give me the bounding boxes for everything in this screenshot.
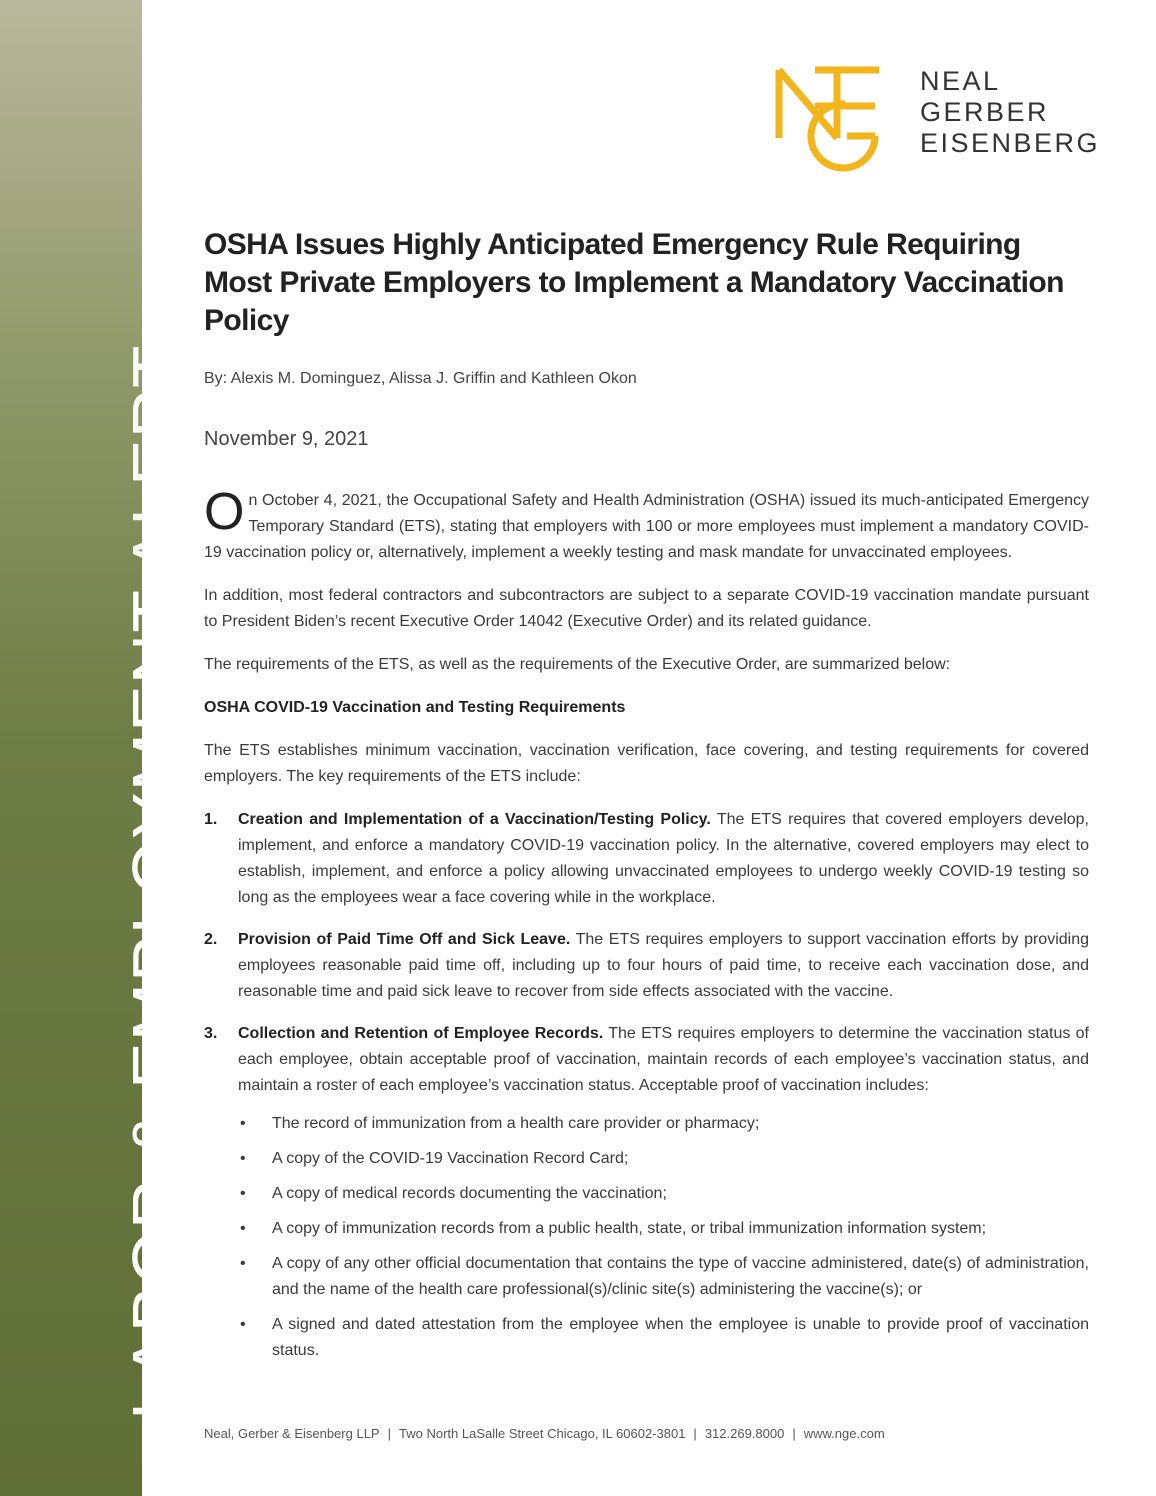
bullet-icon: •: [240, 1185, 246, 1202]
item-number: 3.: [204, 1025, 218, 1042]
footer-firm: Neal, Gerber & Eisenberg LLP: [204, 1426, 380, 1441]
drop-cap: O: [204, 483, 245, 541]
logo-line-eisenberg: EISENBERG: [920, 128, 1101, 158]
footer-separator: |: [693, 1426, 697, 1441]
bullet-item: [238, 1111, 1089, 1137]
sidebar-band: [0, 0, 196, 1496]
bullet-icon: •: [240, 1316, 246, 1333]
footer-separator: |: [387, 1426, 391, 1441]
intro-paragraph: [204, 483, 1089, 566]
item-lead: Collection and Retention of Employee Records.: [238, 1025, 604, 1042]
publish-date: November 9, 2021: [204, 428, 369, 450]
logo-line-neal: NEAL: [920, 66, 1001, 96]
firm-logo: [775, 66, 1101, 176]
bullet-text: A copy of the COVID-19 Vaccination Record Card;: [272, 1150, 629, 1167]
footer-website-link[interactable]: www.nge.com: [803, 1426, 885, 1441]
logo-wordmark: [920, 66, 1100, 159]
logo-line-gerber: GERBER: [920, 97, 1050, 127]
section-heading: OSHA COVID-19 Vaccination and Testing Requirements: [204, 699, 626, 716]
proof-of-vaccination-list: [238, 1111, 1089, 1364]
bullet-text: A signed and dated attestation from the employee when the employee is unable to provide proof of vaccination status.: [272, 1316, 1089, 1359]
footer-separator: |: [792, 1426, 796, 1441]
paragraph-summary: The requirements of the ETS, as well as the requirements of the Executive Order, are summarized below:: [204, 656, 951, 673]
bullet-item: [238, 1251, 1089, 1303]
intro-text: n October 4, 2021, the Occupational Safety and Health Administration (OSHA) issued its much-anticipated Emergency Temporary Standard (ETS), stating that employers with 100 or more employees must implement a mandatory COVID-19 vaccination policy or, alternatively, implement a weekly testing and mask mandate for unvaccinated employees.: [204, 492, 1089, 561]
sidebar-title-main: LABOR & EMPLOYMENT: [118, 590, 196, 1420]
article-body: [204, 483, 1090, 1380]
bullet-text: A copy of medical records documenting the vaccination;: [272, 1185, 667, 1202]
item-text: The ETS requires employers to determine the vaccination status of each employee, obtain acceptable proof of vaccination, maintain records of each employee’s vaccination status, and maintain a roster of each employee’s vaccination status. Acceptable proof of vaccination includes:: [238, 1025, 1089, 1094]
bullet-text: The record of immunization from a health care provider or pharmacy;: [272, 1115, 760, 1132]
item-lead: Provision of Paid Time Off and Sick Leave.: [238, 931, 571, 948]
paragraph-ets: The ETS establishes minimum vaccination, vaccination verification, face covering, and testing requirements for covered employers. The key requirements of the ETS include:: [204, 742, 1089, 785]
bullet-icon: •: [240, 1220, 246, 1237]
bullet-text: A copy of immunization records from a public health, state, or tribal immunization information system;: [272, 1220, 987, 1237]
item-text: The ETS requires employers to support vaccination efforts by providing employees reasonable paid time off, including up to four hours of paid time, to receive each vaccination dose, and reasonable time and paid sick leave to recover from side effects associated with the vaccine.: [238, 931, 1090, 1000]
list-item: [204, 927, 1089, 1005]
nge-monogram-icon: [775, 66, 885, 174]
bullet-icon: •: [240, 1115, 246, 1132]
article-title: OSHA Issues Highly Anticipated Emergency Rule Requiring Most Private Employers to Implement a Mandatory Vaccination Policy: [204, 228, 1064, 337]
bullet-text: A copy of any other official documentation that contains the type of vaccine administered, date(s) of administration, and the name of the health care professional(s)/clinic site(s) administering the vaccine(s); or: [272, 1255, 1089, 1298]
footer-phone: 312.269.8000: [704, 1426, 785, 1441]
bullet-item: [238, 1181, 1089, 1207]
paragraph-executive-order: In addition, most federal contractors and subcontractors are subject to a separate COVID-19 vaccination mandate pursuant to President Biden’s recent Executive Order 14042 (Executive Order) and its related guidance.: [204, 587, 1089, 630]
bullet-item: [238, 1146, 1089, 1172]
bullet-icon: •: [240, 1255, 246, 1272]
byline: By: Alexis M. Dominguez, Alissa J. Griffin and Kathleen Okon: [204, 370, 637, 387]
footer-address: Two North LaSalle Street Chicago, IL 60602-3801: [399, 1426, 686, 1441]
item-lead: Creation and Implementation of a Vaccination/Testing Policy.: [238, 811, 711, 828]
sidebar-title-alert: ALERT: [118, 344, 196, 574]
bullet-icon: •: [240, 1150, 246, 1167]
requirements-list: [204, 807, 1089, 1364]
bullet-item: [238, 1312, 1089, 1364]
item-number: 2.: [204, 931, 218, 948]
list-item: [204, 1021, 1089, 1364]
list-item: [204, 807, 1089, 911]
page-footer: [204, 1426, 885, 1441]
sidebar-title: [118, 344, 196, 1420]
item-text: The ETS requires that covered employers develop, implement, and enforce a mandatory COVID-19 vaccination policy. In the alternative, covered employers may elect to establish, implement, and enforce a policy allowing unvaccinated employees to undergo weekly COVID-19 testing so long as the employees wear a face covering while in the workplace.: [238, 811, 1089, 906]
bullet-item: [238, 1216, 1089, 1242]
item-number: 1.: [204, 811, 218, 828]
